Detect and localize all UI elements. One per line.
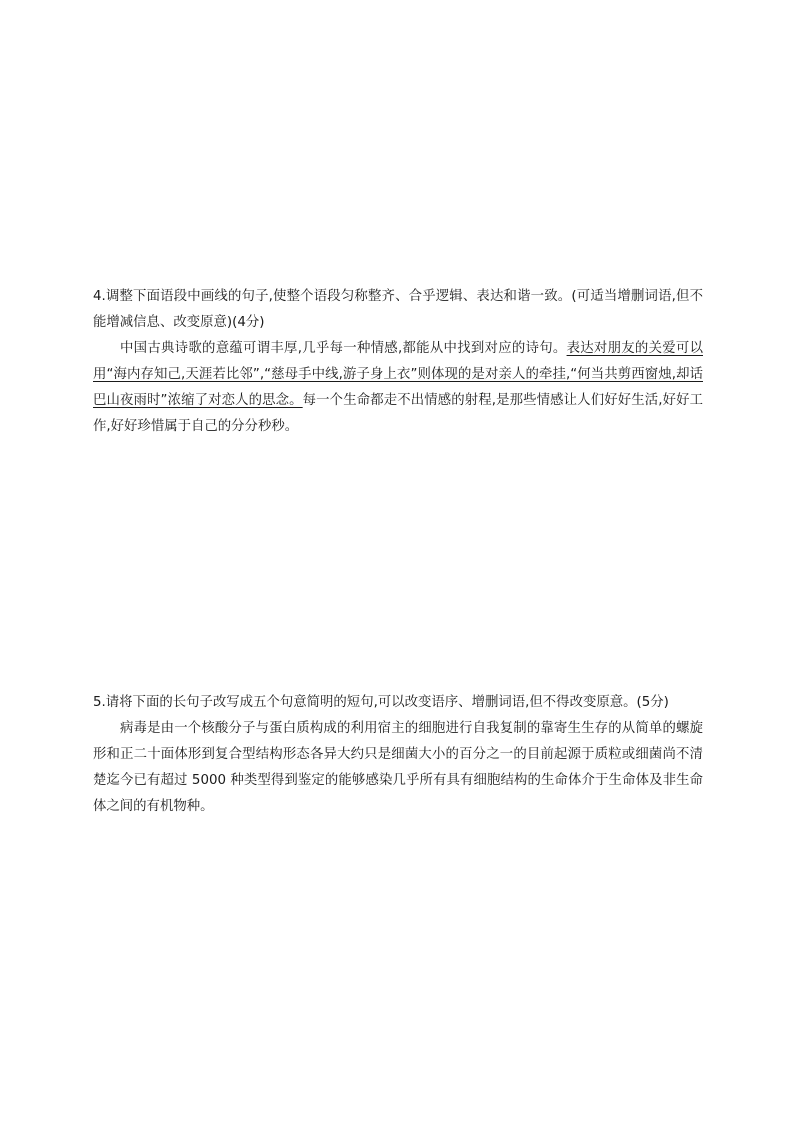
question-5-passage: 病毒是由一个核酸分子与蛋白质构成的利用宿主的细胞进行自我复制的靠寄生生存的从简单的螺旋形和正二十面体形到复合型结构形态各异大约只是细菌大小的百分之一的目前起源于质粒或细菌尚不清楚迄今已有超过 5000 种类型得到鉴定的能够感染几乎所有具有细胞结构的生命体介于生命体及非生命体之间的有机物种。 [93, 721, 703, 814]
question-5-stem: 5.请将下面的长句子改写成五个句意简明的短句,可以改变语序、增删词语,但不得改变原意。(5分) [93, 695, 669, 710]
question-4-passage [93, 336, 703, 440]
question-4-stem: 4.调整下面语段中画线的句子,使整个语段匀称整齐、合乎逻辑、表达和谐一致。(可适当增删词语,但不能增减信息、改变原意)(4分) [93, 289, 703, 330]
question-5 [93, 690, 703, 820]
question-4 [93, 284, 703, 440]
passage-text: 每一个生命都走不出情感的射程,是那些情感让人们好好生活,好好工作,好好珍惜属于自己的分分秒秒。 [93, 393, 704, 434]
passage-text: 中国古典诗歌的意蕴可谓丰厚,几乎每一种情感,都能从中找到对应的诗句。 [120, 341, 567, 356]
underlined-sentences: 表达对朋友的关爱可以用“海内存知己,天涯若比邻”,“慈母手中线,游子身上衣”则体现的是对亲人的牵挂,“何当共剪西窗烛,却话巴山夜雨时”浓缩了对恋人的思念。 [93, 341, 703, 408]
